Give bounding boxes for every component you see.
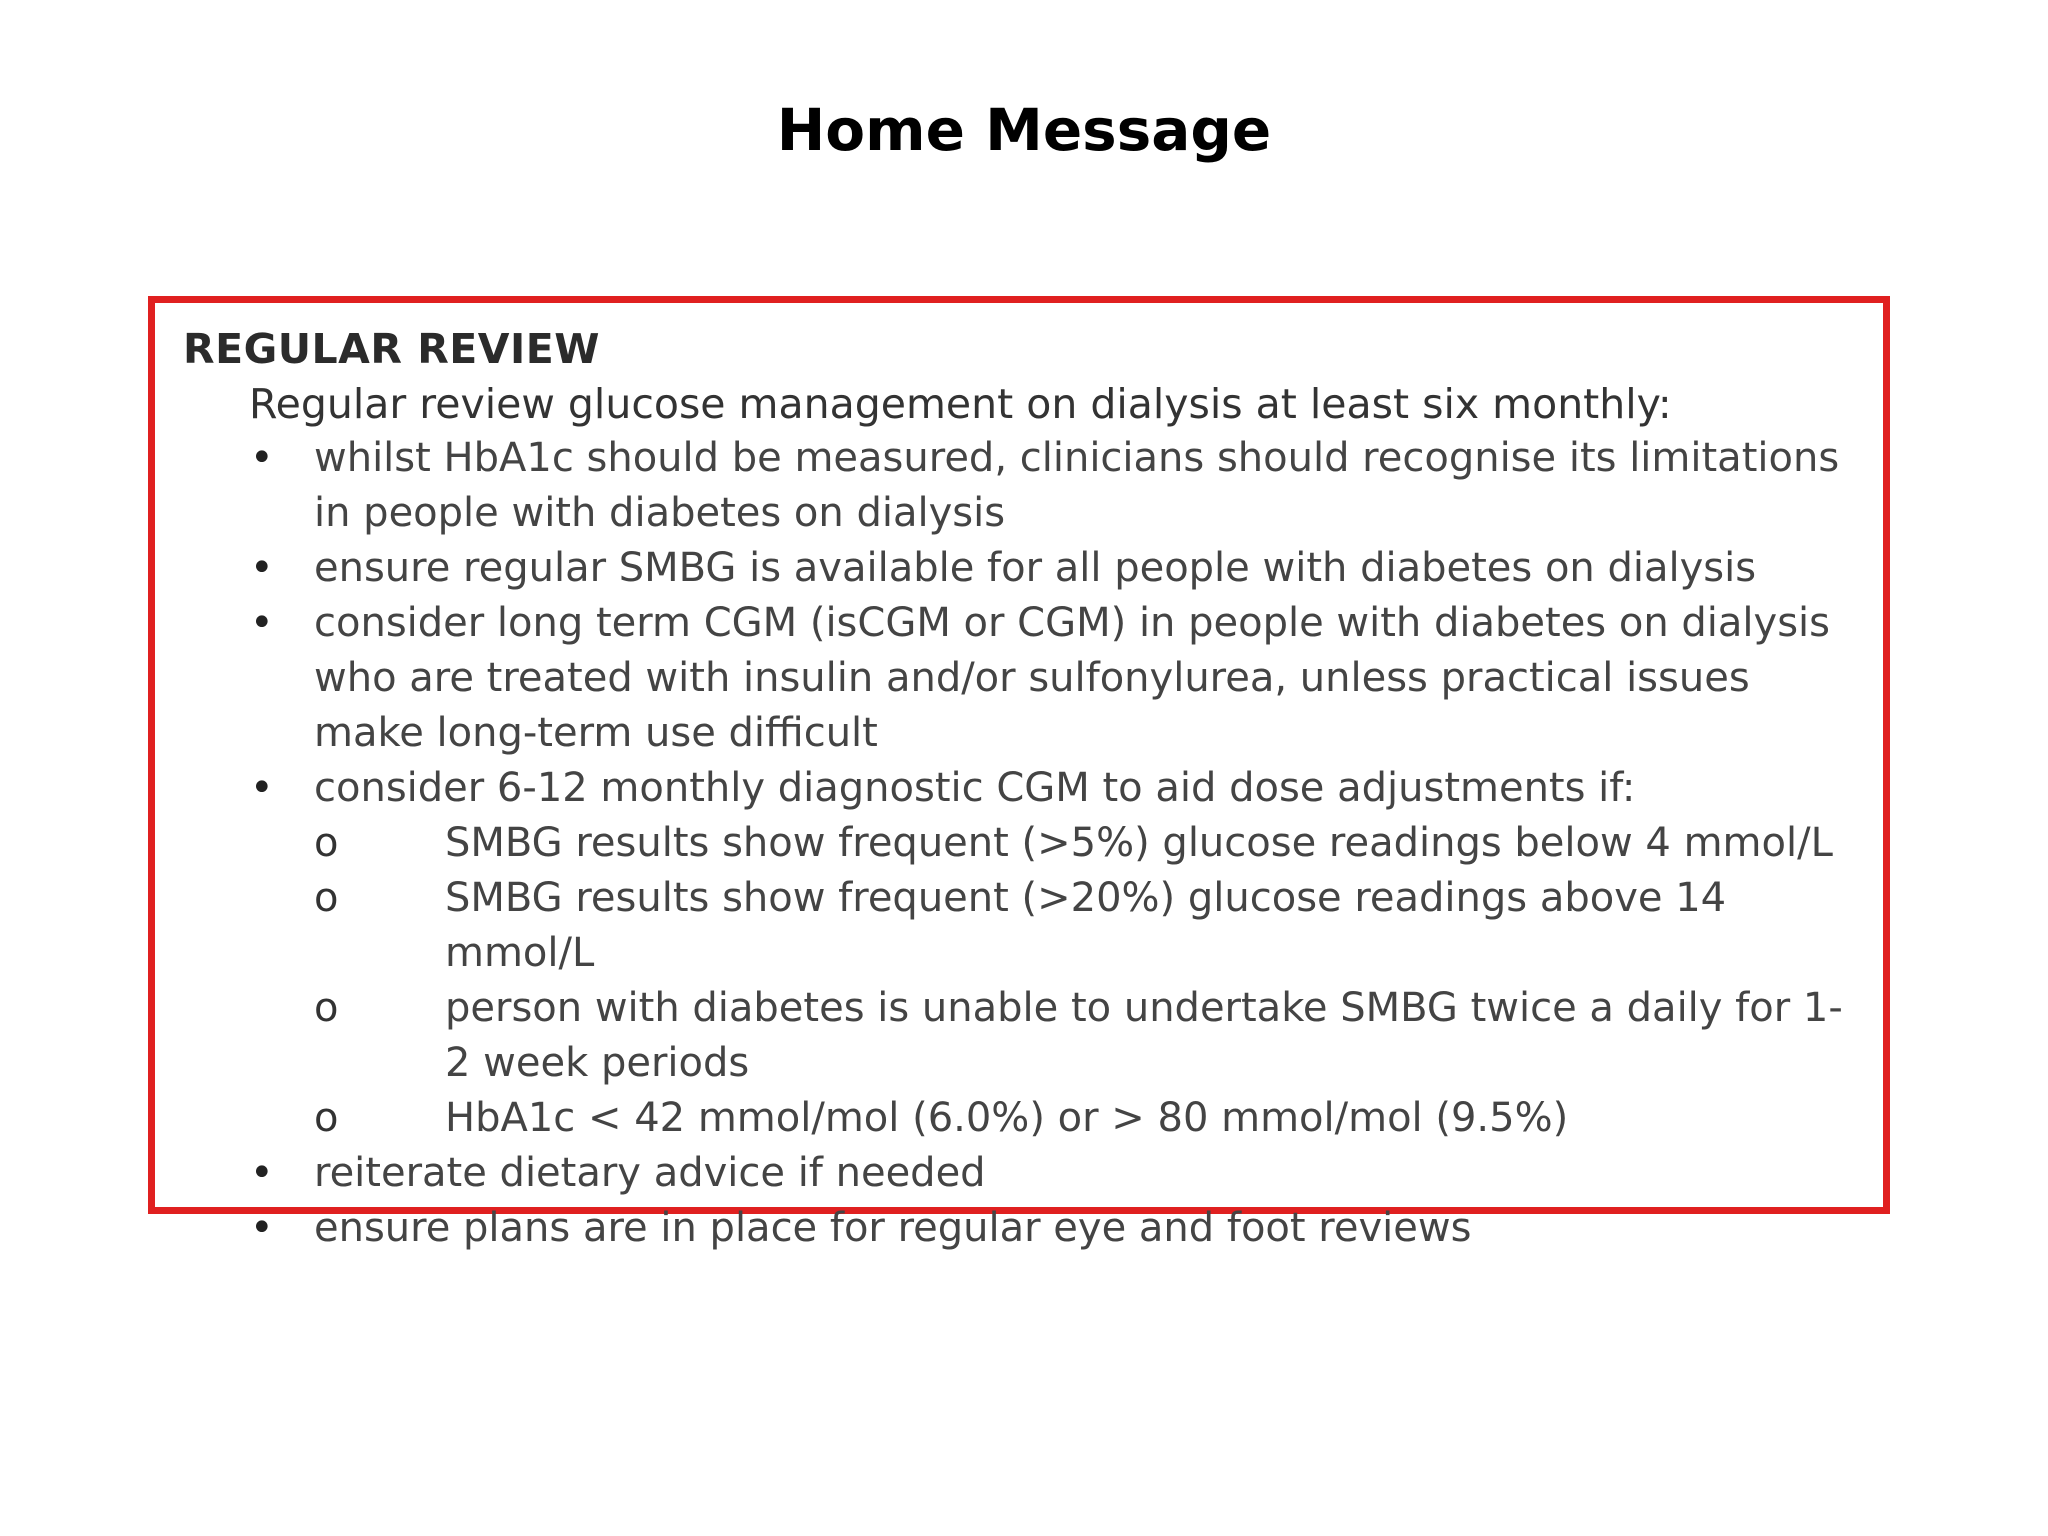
sub-bullet-icon: o	[314, 820, 339, 866]
bullet-list	[183, 431, 1863, 816]
sub-list-item	[183, 816, 1863, 871]
sub-item-text: HbA1c < 42 mmol/mol (6.0%) or > 80 mmol/mol (9.5%)	[445, 1095, 1569, 1141]
bullet-text: whilst HbA1c should be measured, clinicians should recognise its limitations in people with diabetes on dialysis	[314, 435, 1840, 536]
bullet-list-continued	[183, 1146, 1863, 1256]
bullet-text: reiterate dietary advice if needed	[314, 1150, 986, 1196]
slide-title: Home Message	[776, 96, 1272, 164]
bullet-icon: •	[250, 600, 274, 646]
bullet-text: consider long term CGM (isCGM or CGM) in people with diabetes on dialysis who are treated with insulin and/or sulfonylurea, unless practical issues make long-term use difficult	[314, 600, 1830, 756]
sub-item-text: person with diabetes is unable to undertake SMBG twice a daily for 1-2 week periods	[445, 985, 1843, 1086]
sub-list-item	[183, 1091, 1863, 1146]
list-item	[183, 596, 1863, 761]
list-item	[183, 1146, 1863, 1201]
bullet-icon: •	[250, 1205, 274, 1251]
bullet-icon: •	[250, 1150, 274, 1196]
bullet-icon: •	[250, 435, 274, 481]
sub-list-item	[183, 871, 1863, 981]
sub-list	[183, 816, 1863, 1146]
sub-bullet-icon: o	[314, 875, 339, 921]
sub-bullet-icon: o	[314, 985, 339, 1031]
list-item	[183, 541, 1863, 596]
bullet-text: consider 6-12 monthly diagnostic CGM to aid dose adjustments if:	[314, 765, 1636, 811]
intro-text: Regular review glucose management on dialysis at least six monthly:	[249, 380, 1672, 428]
bullet-icon: •	[250, 545, 274, 591]
sub-list-item	[183, 981, 1863, 1091]
review-content	[183, 321, 1863, 1256]
bullet-text: ensure plans are in place for regular eye and foot reviews	[314, 1205, 1472, 1251]
sub-bullet-icon: o	[314, 1095, 339, 1141]
box-heading: REGULAR REVIEW	[183, 325, 601, 373]
sub-item-text: SMBG results show frequent (>5%) glucose readings below 4 mmol/L	[445, 820, 1833, 866]
list-item	[183, 431, 1863, 541]
sub-item-text: SMBG results show frequent (>20%) glucose readings above 14 mmol/L	[445, 875, 1727, 976]
bullet-text: ensure regular SMBG is available for all people with diabetes on dialysis	[314, 545, 1757, 591]
regular-review-box	[148, 296, 1890, 1251]
bullet-icon: •	[250, 765, 274, 811]
list-item	[183, 1201, 1863, 1256]
list-item	[183, 761, 1863, 816]
